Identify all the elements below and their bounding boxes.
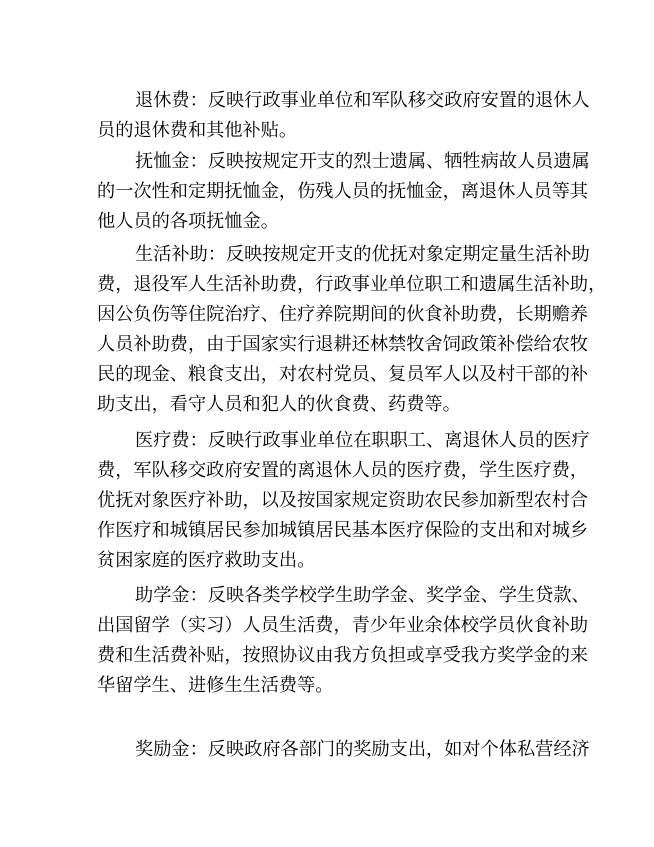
text-line: 他人员的各项抚恤金。 — [97, 211, 279, 232]
text-line: 民的现金、粮食支出，对农村党员、复员军人以及村干部的补 — [97, 364, 589, 385]
text-line: 作医疗和城镇居民参加城镇居民基本医疗保险的支出和对城乡 — [97, 520, 589, 541]
text-line: 优抚对象医疗补助，以及按国家规定资助农民参加新型农村合 — [97, 490, 589, 511]
text-line: 生活补助：反映按规定开支的优抚对象定期定量生活补助 — [135, 244, 590, 265]
text-line: 抚恤金：反映按规定开支的烈士遗属、牺牲病故人员遗属 — [135, 151, 590, 172]
paragraph-student-aid — [97, 581, 590, 701]
text-line: 助支出，看守人员和犯人的伙食费、药费等。 — [97, 394, 461, 415]
paragraph-award — [97, 735, 590, 765]
text-line: 医疗费：反映行政事业单位在职职工、离退休人员的医疗 — [135, 430, 590, 451]
text-line: 员的退休费和其他补贴。 — [97, 120, 298, 141]
paragraph-retirement-fee — [97, 86, 590, 146]
text-line: 费，退役军人生活补助费，行政事业单位职工和遗属生活补助， — [97, 274, 607, 295]
text-line: 出国留学（实习）人员生活费，青少年业余体校学员伙食补助 — [97, 615, 589, 636]
text-line: 因公负伤等住院治疗、住疗养院期间的伙食补助费，长期赡养 — [97, 304, 589, 325]
text-line: 华留学生、进修生生活费等。 — [97, 675, 334, 696]
paragraph-pension — [97, 147, 590, 237]
text-line: 贫困家庭的医疗救助支出。 — [97, 550, 316, 571]
text-line: 费，军队移交政府安置的离退休人员的医疗费，学生医疗费， — [97, 460, 589, 481]
text-line: 奖励金：反映政府各部门的奖励支出，如对个体私营经济 — [135, 739, 590, 760]
paragraph-medical-fee — [97, 426, 590, 576]
text-line: 退休费：反映行政事业单位和军队移交政府安置的退休人 — [135, 90, 590, 111]
paragraph-living-subsidy — [97, 240, 607, 420]
text-line: 的一次性和定期抚恤金，伤残人员的抚恤金，离退休人员等其 — [97, 181, 589, 202]
text-line: 助学金：反映各类学校学生助学金、奖学金、学生贷款、 — [135, 585, 590, 606]
text-line: 费和生活费补贴，按照协议由我方负担或享受我方奖学金的来 — [97, 645, 589, 666]
text-line: 人员补助费，由于国家实行退耕还林禁牧舍饲政策补偿给农牧 — [97, 334, 589, 355]
